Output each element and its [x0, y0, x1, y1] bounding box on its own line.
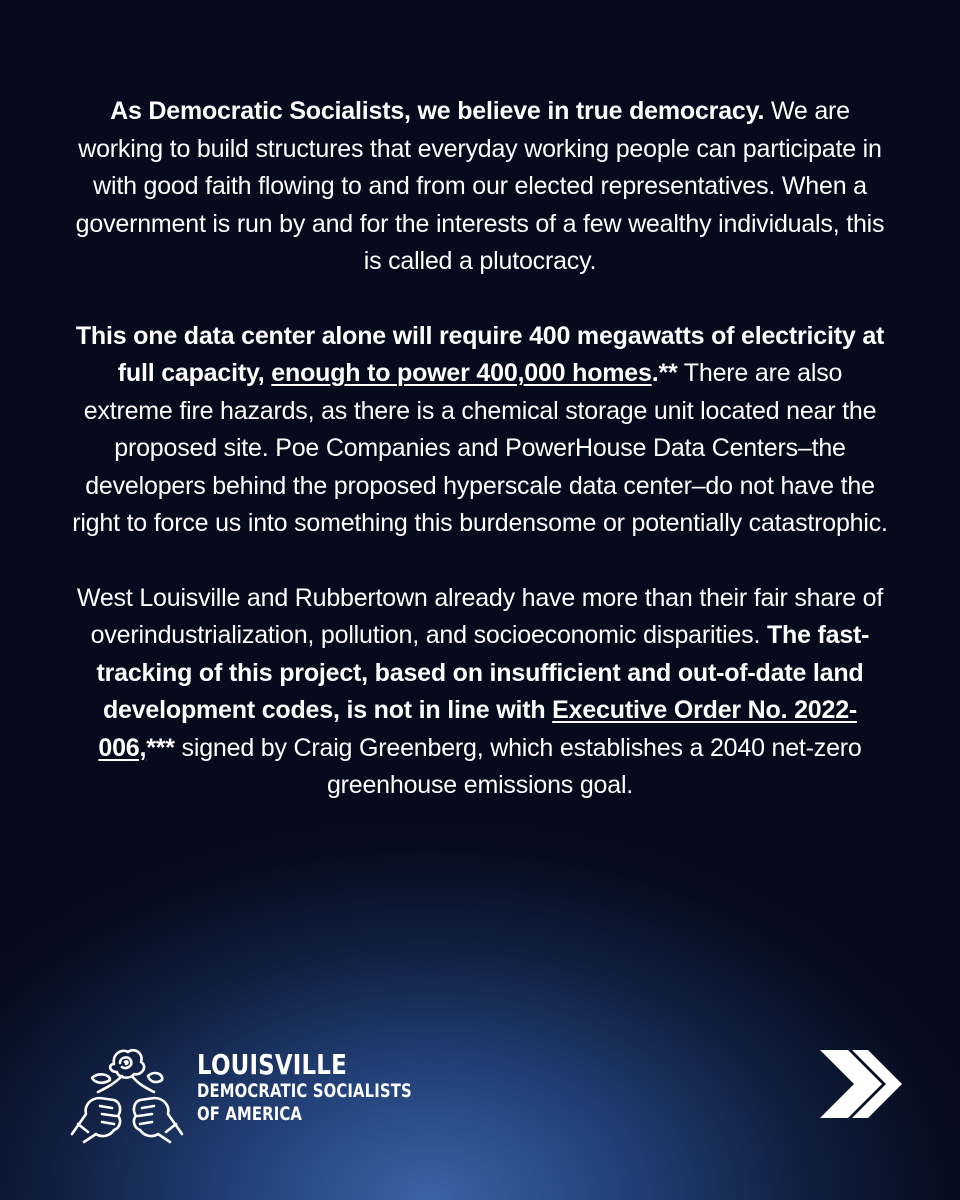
paragraph-west-louisville [70, 580, 890, 805]
logo-city: LOUISVILLE [197, 1048, 347, 1081]
logo-org-line1: DEMOCRATIC SOCIALISTS [197, 1080, 412, 1102]
logo-org-line2: OF AMERICA [197, 1103, 303, 1125]
paragraph-democracy [70, 93, 890, 281]
paragraph-west-louisville-prefix: West Louisville and Rubbertown already have more than their fair share of overindustrialization, pollution, and socioeconomic disparities. [76, 583, 884, 649]
post-body [70, 93, 890, 842]
logo-wordmark [197, 1050, 472, 1126]
executive-order-link[interactable]: Executive Order No. 2022-006, [98, 696, 858, 762]
paragraph-data-center [70, 318, 890, 543]
paragraph-democracy-text: We are working to build structures that everyday working people can participate in with good faith flowing to and from our elected representatives. When a government is run by and for the interests of a few wealthy individuals, this is called a plutocracy. [75, 97, 885, 275]
chevron-right-icon[interactable] [820, 1050, 902, 1118]
fast-tracking-bold-text: The fast-tracking of this project, based on insufficient and out-of-date land development codes, is not in line with [96, 621, 870, 724]
paragraph-data-center-text: There are also extreme fire hazards, as there is a chemical storage unit located near the proposed site. Poe Companies and PowerHouse Data Centers–the developers behind the proposed hyperscale data center–do not have the right to force us into something this burdensome or potentially catastrophic. [72, 359, 888, 537]
paragraph-democracy-bold: As Democratic Socialists, we believe in true democracy. [110, 97, 765, 125]
footnote-marker-3: *** [146, 733, 175, 762]
footnote-marker-2: .** [651, 359, 678, 387]
dsa-logo [62, 1040, 412, 1150]
rose-fist-emblem-icon [62, 1044, 190, 1144]
homes-link[interactable]: enough to power 400,000 homes [271, 359, 652, 387]
data-center-bold-text: This one data center alone will require 400 megawatts of electricity at full capacity, [75, 321, 885, 387]
paragraph-west-louisville-text: signed by Craig Greenberg, which establishes a 2040 net-zero greenhouse emissions goal. [174, 733, 862, 799]
